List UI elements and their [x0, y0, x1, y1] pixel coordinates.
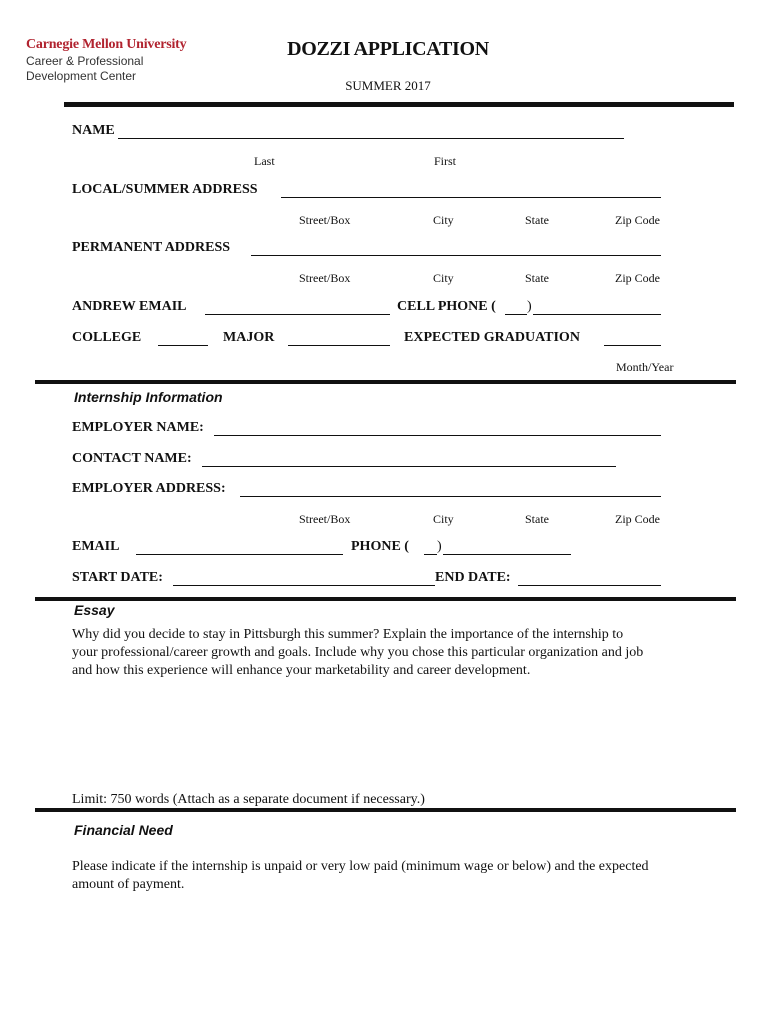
financial-prompt — [72, 858, 649, 894]
cell-phone-area-code-field[interactable] — [505, 314, 527, 315]
start-date-field[interactable] — [173, 585, 435, 586]
andrew-email-field[interactable] — [205, 314, 390, 315]
local-address-field[interactable] — [281, 197, 661, 198]
end-date-field[interactable] — [518, 585, 661, 586]
major-label: MAJOR — [223, 330, 275, 345]
internship-section-title: Internship Information — [74, 389, 223, 405]
essay-prompt — [72, 626, 643, 680]
local-address-sub-city: City — [433, 213, 454, 227]
employer-address-sub-street: Street/Box — [299, 512, 351, 526]
employer-address-sub-state: State — [525, 512, 549, 526]
permanent-address-sub-street: Street/Box — [299, 271, 351, 285]
page-title: DOZZI APPLICATION — [287, 38, 489, 60]
name-field[interactable] — [118, 138, 624, 139]
permanent-address-sub-zip: Zip Code — [615, 271, 660, 285]
permanent-address-field[interactable] — [251, 255, 661, 256]
essay-section-title: Essay — [74, 602, 115, 618]
permanent-address-sub-city: City — [433, 271, 454, 285]
name-label: NAME — [72, 123, 115, 138]
contact-name-label: CONTACT NAME: — [72, 451, 192, 466]
name-sub-last: Last — [254, 154, 275, 168]
cell-phone-paren-close: ) — [527, 299, 532, 314]
contact-name-field[interactable] — [202, 466, 616, 467]
logo-line-1: Career & Professional — [26, 54, 144, 68]
college-field[interactable] — [158, 345, 208, 346]
employer-phone-area-code-field[interactable] — [424, 554, 437, 555]
local-address-sub-street: Street/Box — [299, 213, 351, 227]
major-field[interactable] — [288, 345, 390, 346]
essay-prompt-line-2: your professional/career growth and goals. Include why you chose this particular organization and job — [72, 645, 644, 660]
month-year-label: Month/Year — [616, 360, 674, 374]
employer-email-label: EMAIL — [72, 539, 120, 554]
name-sub-first: First — [434, 154, 457, 168]
university-logo: Carnegie Mellon University — [26, 37, 187, 52]
local-address-sub-zip: Zip Code — [615, 213, 660, 227]
logo-line-2: Development Center — [26, 69, 137, 83]
local-address-sub-state: State — [525, 213, 549, 227]
employer-name-label: EMPLOYER NAME: — [72, 420, 204, 435]
employer-phone-paren-close: ) — [437, 539, 442, 554]
employer-address-field[interactable] — [240, 496, 661, 497]
employer-phone-field[interactable] — [443, 554, 571, 555]
cell-phone-field[interactable] — [533, 314, 661, 315]
local-address-label: LOCAL/SUMMER ADDRESS — [72, 182, 258, 197]
essay-prompt-line-1: Why did you decide to stay in Pittsburgh this summer? Explain the importance of the internship to — [72, 627, 624, 642]
expected-graduation-label: EXPECTED GRADUATION — [404, 330, 580, 345]
page-subtitle: SUMMER 2017 — [345, 78, 431, 93]
financial-section-rule — [35, 808, 736, 812]
cell-phone-label: CELL PHONE ( — [397, 299, 496, 314]
employer-address-sub-zip: Zip Code — [615, 512, 660, 526]
start-date-label: START DATE: — [72, 570, 163, 585]
essay-section-rule — [35, 597, 736, 601]
essay-limit: Limit: 750 words (Attach as a separate document if necessary.) — [72, 792, 425, 807]
andrew-email-label: ANDREW EMAIL — [72, 299, 187, 314]
employer-phone-label: PHONE ( — [351, 539, 409, 554]
employer-email-field[interactable] — [136, 554, 343, 555]
employer-address-sub-city: City — [433, 512, 454, 526]
financial-section-title: Financial Need — [74, 822, 173, 838]
essay-prompt-line-3: and how this experience will enhance your marketability and career development. — [72, 663, 531, 678]
permanent-address-sub-state: State — [525, 271, 549, 285]
header-rule — [64, 102, 734, 107]
permanent-address-label: PERMANENT ADDRESS — [72, 240, 231, 255]
employer-address-label: EMPLOYER ADDRESS: — [72, 481, 226, 496]
expected-graduation-field[interactable] — [604, 345, 661, 346]
employer-name-field[interactable] — [214, 435, 661, 436]
financial-prompt-line-2: amount of payment. — [72, 877, 185, 892]
college-label: COLLEGE — [72, 330, 142, 345]
end-date-label: END DATE: — [435, 570, 511, 585]
financial-prompt-line-1: Please indicate if the internship is unpaid or very low paid (minimum wage or below) and the expected — [72, 859, 649, 874]
internship-section-rule — [35, 380, 736, 384]
